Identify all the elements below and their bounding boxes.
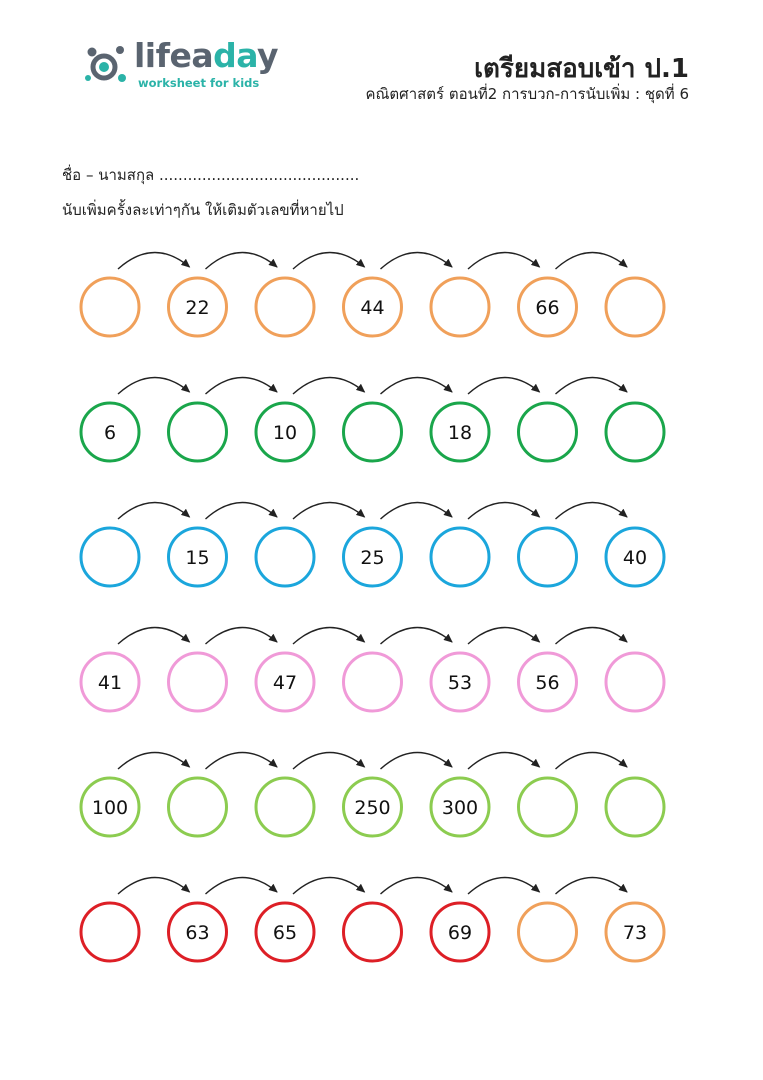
page-subtitle: คณิตศาสตร์ ตอนที่2 การบวก-การนับเพิ่ม : ชุดที่ 6 <box>365 85 689 103</box>
blank-answer-circle[interactable] <box>431 528 489 586</box>
jump-arrow <box>381 877 453 894</box>
blank-answer-circle[interactable] <box>344 653 402 711</box>
blank-answer-circle[interactable] <box>606 653 664 711</box>
jump-arrow <box>206 502 278 519</box>
blank-answer-circle[interactable] <box>344 403 402 461</box>
blank-answer-circle[interactable] <box>81 903 139 961</box>
jump-arrow <box>556 377 628 394</box>
circle-number: 73 <box>622 922 648 944</box>
blank-answer-circle[interactable] <box>431 278 489 336</box>
jump-arrow <box>556 252 628 269</box>
jump-arrow <box>206 252 278 269</box>
blank-answer-circle[interactable] <box>344 903 402 961</box>
circle-number: 40 <box>622 547 648 569</box>
jump-arrow <box>381 502 453 519</box>
blank-answer-circle[interactable] <box>169 403 227 461</box>
jump-arrow <box>468 502 540 519</box>
jump-arrow <box>381 252 453 269</box>
sequence-row <box>81 377 664 461</box>
instruction-text: นับเพิ่มครั้งละเท่าๆกัน ให้เติมตัวเลขที่หายไป <box>62 201 344 219</box>
blank-answer-circle[interactable] <box>256 778 314 836</box>
sequence-row <box>81 252 664 336</box>
blank-answer-circle[interactable] <box>519 528 577 586</box>
jump-arrow <box>556 627 628 644</box>
sequence-row <box>81 502 664 586</box>
jump-arrow <box>556 752 628 769</box>
circle-number: 66 <box>535 297 560 319</box>
sequence-row <box>81 752 664 836</box>
jump-arrow <box>293 752 365 769</box>
page-title: เตรียมสอบเข้า ป.1 <box>474 54 689 84</box>
circle-number: 47 <box>272 672 298 694</box>
circle-number: 10 <box>272 422 298 444</box>
jump-arrow <box>468 752 540 769</box>
sequence-row <box>81 627 664 711</box>
jump-arrow <box>206 877 278 894</box>
blank-answer-circle[interactable] <box>169 653 227 711</box>
jump-arrow <box>118 627 190 644</box>
jump-arrow <box>468 252 540 269</box>
jump-arrow <box>118 252 190 269</box>
jump-arrow <box>206 377 278 394</box>
circle-number: 300 <box>441 797 479 819</box>
circle-number: 56 <box>535 672 560 694</box>
blank-answer-circle[interactable] <box>606 278 664 336</box>
jump-arrow <box>118 377 190 394</box>
jump-arrow <box>468 877 540 894</box>
circle-number: 63 <box>185 922 210 944</box>
jump-arrow <box>293 502 365 519</box>
blank-answer-circle[interactable] <box>256 528 314 586</box>
jump-arrow <box>381 377 453 394</box>
sequence-row <box>81 877 664 961</box>
circle-number: 100 <box>91 797 129 819</box>
jump-arrow <box>206 627 278 644</box>
jump-arrow <box>293 627 365 644</box>
blank-answer-circle[interactable] <box>256 278 314 336</box>
student-name-field[interactable]: ชื่อ – นามสกุล .......................................... <box>62 166 360 184</box>
logo-wordmark: lifeaday <box>134 36 279 75</box>
circle-number: 15 <box>185 547 210 569</box>
circle-number: 25 <box>360 547 385 569</box>
circle-number: 69 <box>447 922 473 944</box>
circle-number: 6 <box>103 422 117 444</box>
jump-arrow <box>556 502 628 519</box>
blank-answer-circle[interactable] <box>519 778 577 836</box>
circle-number: 18 <box>447 422 473 444</box>
blank-answer-circle[interactable] <box>519 903 577 961</box>
logo-tagline: worksheet for kids <box>138 76 260 90</box>
jump-arrow <box>468 627 540 644</box>
jump-arrow <box>293 252 365 269</box>
jump-arrow <box>293 877 365 894</box>
blank-answer-circle[interactable] <box>606 778 664 836</box>
jump-arrow <box>381 627 453 644</box>
circle-number: 53 <box>447 672 473 694</box>
jump-arrow <box>381 752 453 769</box>
blank-answer-circle[interactable] <box>81 278 139 336</box>
blank-answer-circle[interactable] <box>606 403 664 461</box>
jump-arrow <box>468 377 540 394</box>
blank-answer-circle[interactable] <box>519 403 577 461</box>
blank-answer-circle[interactable] <box>81 528 139 586</box>
circle-number: 22 <box>185 297 210 319</box>
blank-answer-circle[interactable] <box>169 778 227 836</box>
circle-number: 44 <box>360 297 385 319</box>
jump-arrow <box>118 877 190 894</box>
jump-arrow <box>118 502 190 519</box>
circle-number: 250 <box>354 797 391 819</box>
jump-arrow <box>293 377 365 394</box>
jump-arrow <box>206 752 278 769</box>
jump-arrow <box>118 752 190 769</box>
circle-number: 65 <box>272 922 298 944</box>
jump-arrow <box>556 877 628 894</box>
circle-number: 41 <box>97 672 123 694</box>
